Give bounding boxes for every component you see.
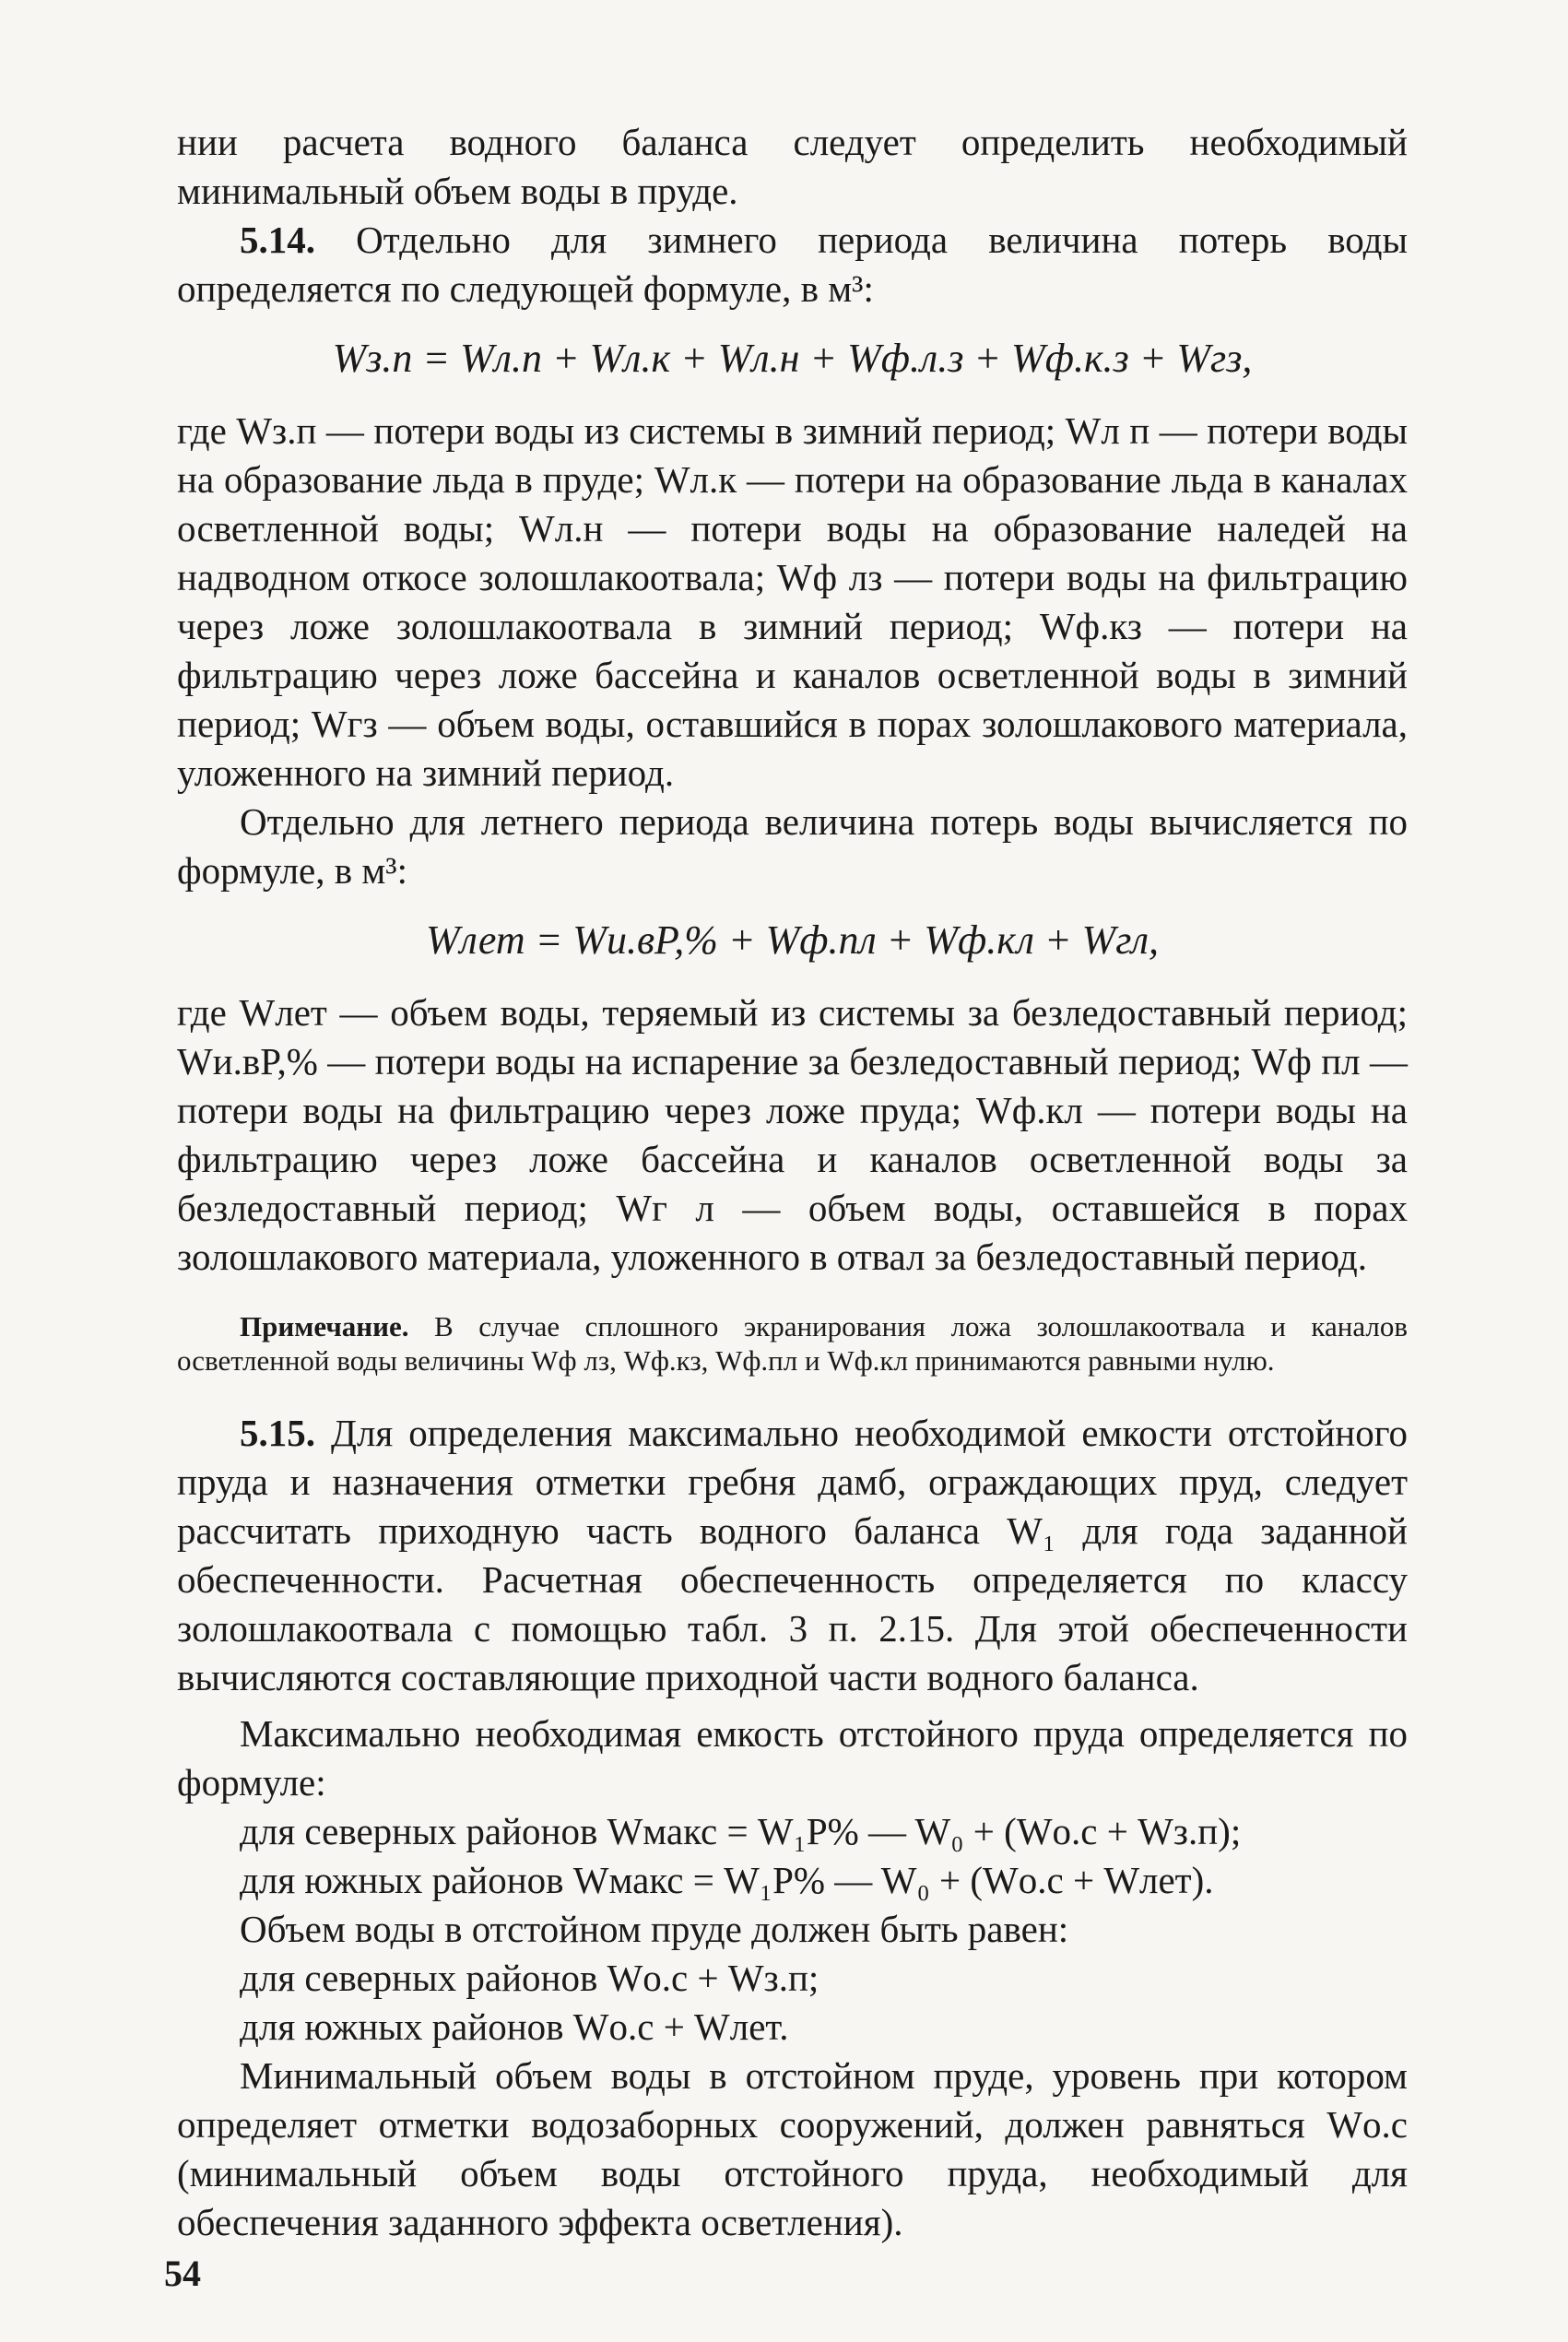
section-number: 5.15.	[240, 1412, 315, 1454]
paragraph-max-capacity: Максимально необходимая емкость отстойного пруда определяется по формуле:	[177, 1712, 1408, 1804]
condition-south-max: для южных районов Wмакс = W₁P% — W₀ + (Wо.с + Wлет).	[240, 1859, 1214, 1901]
section-5-15	[177, 1409, 1408, 1702]
section-text: Отдельно для зимнего периода величина потерь воды определяется по следующей формуле, в м³:	[177, 219, 1408, 310]
paragraph-summer-definitions: где Wлет — объем воды, теряемый из системы за безледоставный период; Wи.вP,% — потери воды на испарение за безледоставный период; Wф пл — потери воды на фильтрацию через ложе пруда; Wф.кл — потери воды на фильтрацию через ложе бассейна и каналов осветленной воды за безледоставный период; Wг л — объем воды, оставшейся в порах золошлакового материала, уложенного в отвал за безледоставный период.	[177, 991, 1408, 1278]
section-number: 5.14.	[240, 219, 315, 261]
note	[177, 1309, 1408, 1378]
note-text: В случае сплошного экранирования ложа золошлакоотвала и каналов осветленной воды величины Wф лз, Wф.кз, Wф.пл и Wф.кл принимаются равными нулю.	[177, 1310, 1408, 1377]
condition-south-volume: для южных районов Wо.с + Wлет.	[240, 2005, 789, 2048]
condition-north-max: для северных районов Wмакс = W₁P% — W₀ + (Wо.с + Wз.п);	[240, 1810, 1242, 1852]
note-label: Примечание.	[240, 1310, 409, 1343]
condition-north-volume: для северных районов Wо.с + Wз.п;	[240, 1957, 819, 1999]
condition-volume-intro: Объем воды в отстойном пруде должен быть равен:	[240, 1908, 1069, 1950]
paragraph-summer-intro: Отдельно для летнего периода величина потерь воды вычисляется по формуле, в м³:	[177, 800, 1408, 892]
page-number: 54	[164, 2253, 201, 2294]
section-text: Для определения максимально необходимой емкости отстойного пруда и назначения отметки гребня дамб, ограждающих пруд, следует рассчитать приходную часть водного баланса W₁ для года заданной обеспеченности. Расчетная обеспеченность определяется по классу золошлакоотвала с помощью табл. 3 п. 2.15. Для этой обеспеченности вычисляются составляющие приходной части водного баланса.	[177, 1412, 1408, 1698]
paragraph-winter-definitions: где Wз.п — потери воды из системы в зимний период; Wл п — потери воды на образование льда в пруде; Wл.к — потери на образование льда в каналах осветленной воды; Wл.н — потери воды на образование наледей на надводном откосе золошлакоотвала; Wф лз — потери воды на фильтрацию через ложе золошлакоотвала в зимний период; Wф.кз — потери на фильтрацию через ложе бассейна и каналов осветленной воды в зимний период; Wгз — объем воды, оставшийся в порах золошлакового материала, уложенного на зимний период.	[177, 409, 1408, 794]
formula-winter-losses: Wз.п = Wл.п + Wл.к + Wл.н + Wф.л.з + Wф.к.з + Wгз,	[332, 336, 1253, 381]
page-text-column	[177, 118, 1408, 2247]
section-5-14	[177, 216, 1408, 313]
formula-summer-losses: Wлет = Wи.вP,% + Wф.пл + Wф.кл + Wгл,	[425, 917, 1160, 963]
paragraph-min-volume: Минимальный объем воды в отстойном пруде, уровень при котором определяет отметки водозаборных сооружений, должен равняться Wо.с (минимальный объем воды отстойного пруда, необходимый для обеспечения заданного эффекта осветления).	[177, 2054, 1408, 2243]
paragraph-continuation: нии расчета водного баланса следует определить необходимый минимальный объем воды в пруде.	[177, 121, 1408, 212]
